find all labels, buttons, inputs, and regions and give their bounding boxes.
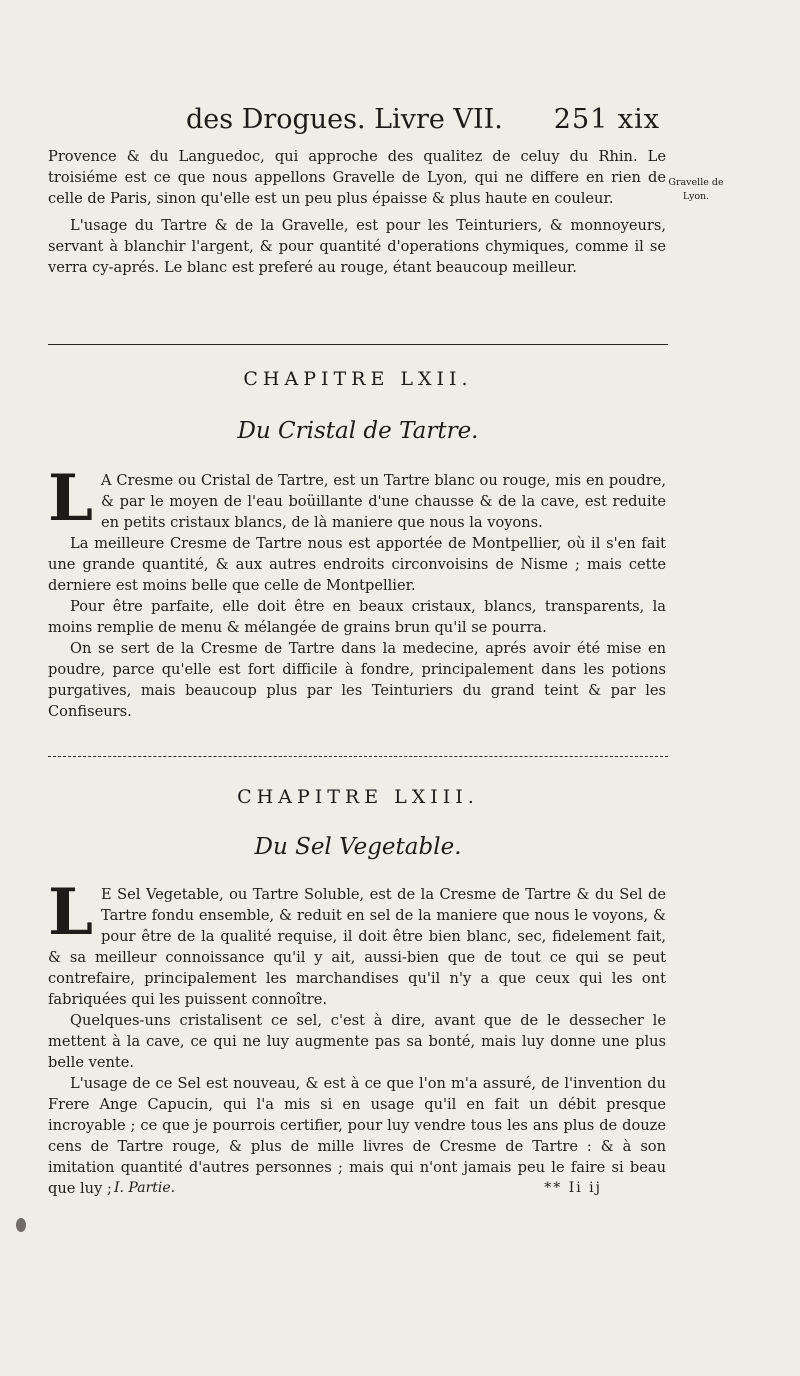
running-head bbox=[186, 104, 660, 135]
chapter-subtitle: Du Cristal de Tartre. bbox=[237, 418, 479, 444]
paragraph-text: E Sel Vegetable, ou Tartre Soluble, est de la Cresme de Tartre & du Sel de Tartre fondu ensemble, & reduit en sel de la maniere que nous le voyons, & pour être de la qualité requise, il doit être bien blanc, sec, fidelement fait, & sa meilleur connoissance qu'il y ait, aussi-bien que de tout ce qui se peut contrefaire, principalement les marchandises qu'il n'y a que ceux qui les ont fabriquées qui les puissent connoître. bbox=[48, 886, 666, 1008]
divider-rule bbox=[48, 756, 668, 757]
drop-cap: L bbox=[48, 875, 93, 950]
paragraph bbox=[48, 875, 666, 1010]
paragraph: L'usage de ce Sel est nouveau, & est à ce que l'on m'a assuré, de l'invention du Frere Ange Capucin, qui l'a mis si en usage qu'il en fait un débit presque incroyable ; ce que je pourrois certifier, pour luy vendre tous les ans plus de douze cens de Tartre rouge, & plus de mille livres de Cresme de Tartre : & à son imitation quantité d'autres personnes ; mais qui n'ont jamais peu le faire si beau que luy ; bbox=[48, 1075, 666, 1197]
paragraph: L'usage du Tartre & de la Gravelle, est pour les Teinturiers, & monnoyeurs, servant à blanchir l'argent, & pour quantité d'operations chymiques, comme il se verra cy-aprés. Le blanc est preferé au rouge, étant beaucoup meilleur. bbox=[48, 217, 666, 276]
paragraph: Provence & du Languedoc, qui approche des qualitez de celuy du Rhin. Le troisiéme est ce que nous appellons Gravelle de Lyon, qui ne differe en rien de celle de Paris, sinon qu'elle est un peu plus épaisse & plus haute en couleur. bbox=[48, 148, 666, 207]
chapter-62-body bbox=[48, 461, 666, 722]
signature-left: I. Partie. bbox=[114, 1180, 176, 1196]
ink-spot bbox=[16, 1218, 26, 1232]
paragraph: Quelques-uns cristalisent ce sel, c'est à dire, avant que de le dessecher le mettent à la cave, ce qui ne luy augmente pas sa bonté, mais luy donne une plus belle vente. bbox=[48, 1012, 666, 1071]
paragraph bbox=[48, 461, 666, 536]
chapter-heading: CHAPITRE LXIII. bbox=[237, 786, 479, 808]
paragraph: Pour être parfaite, elle doit être en beaux cristaux, blancs, transparents, la moins remplie de menu & mélangée de grains brun qu'il se pourra. bbox=[48, 598, 666, 636]
section-top bbox=[48, 146, 666, 278]
drop-cap: L bbox=[48, 461, 93, 536]
paragraph: On se sert de la Cresme de Tartre dans la medecine, aprés avoir été mise en poudre, parce qu'elle est fort difficile à fondre, principalement dans les potions purgatives, mais beaucoup plus par les Teinturiers du grand teint & par les Confiseurs. bbox=[48, 640, 666, 720]
margin-note: Gravelle de Lyon. bbox=[668, 177, 724, 202]
page-number: 251 xix bbox=[553, 104, 660, 135]
chapter-heading: CHAPITRE LXII. bbox=[243, 368, 473, 390]
divider-rule bbox=[48, 344, 668, 345]
paragraph-text: A Cresme ou Cristal de Tartre, est un Tartre blanc ou rouge, mis en poudre, & par le moyen de l'eau boüillante d'une chausse & de la cave, est reduite en petits cristaux blancs, de là maniere que nous la voyons. bbox=[101, 472, 666, 531]
running-title: des Drogues. Livre VII. bbox=[186, 104, 503, 135]
paragraph: La meilleure Cresme de Tartre nous est apportée de Montpellier, où il s'en fait une grande quantité, & aux autres endroits circonvoisins de Nisme ; mais cette derniere est moins belle que celle de Montpellier. bbox=[48, 535, 666, 594]
chapter-63-body bbox=[48, 875, 666, 1199]
signature-right: ** Ii ij bbox=[544, 1180, 602, 1196]
chapter-subtitle: Du Sel Vegetable. bbox=[254, 834, 462, 860]
page-footer bbox=[48, 1180, 668, 1196]
